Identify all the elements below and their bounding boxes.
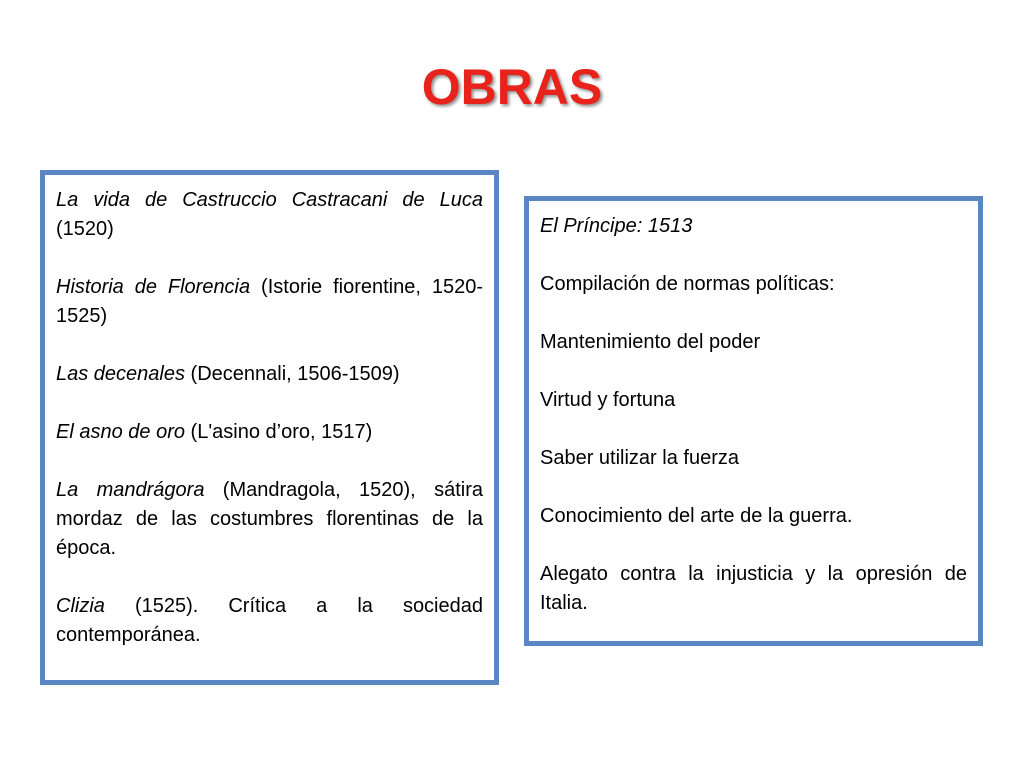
work-details: (1525). Crítica a la sociedad contemporánea. xyxy=(56,595,483,646)
principe-point: Virtud y fortuna xyxy=(540,389,676,411)
el-principe-heading xyxy=(540,212,967,241)
work-details: (Mandragola, 1520), sátira mordaz de las costumbres florentinas de la época. xyxy=(56,479,483,559)
work-item xyxy=(56,186,483,244)
principe-point: Conocimiento del arte de la guerra. xyxy=(540,505,853,527)
work-item xyxy=(56,592,483,650)
work-details: (L'asino d’oro, 1517) xyxy=(184,421,373,443)
work-item xyxy=(56,273,483,331)
work-item xyxy=(56,360,483,389)
slide-title: OBRAS xyxy=(421,59,603,115)
work-title: Historia de Florencia xyxy=(56,276,251,298)
work-details: (Istorie fiorentine, 1520-1525) xyxy=(56,276,483,327)
principe-point: Alegato contra la injusticia y la opresión de Italia. xyxy=(540,563,967,614)
work-title: La vida de Castruccio Castracani de Luca xyxy=(56,189,483,211)
principe-point: Mantenimiento del poder xyxy=(540,331,761,353)
principe-point: Saber utilizar la fuerza xyxy=(540,447,739,469)
work-title: El asno de oro xyxy=(56,421,185,443)
principe-point: Compilación de normas políticas: xyxy=(540,273,835,295)
work-item xyxy=(56,418,483,447)
work-title: Las decenales xyxy=(56,363,185,385)
works-list-box xyxy=(40,170,499,685)
work-details: (Decennali, 1506-1509) xyxy=(184,363,400,385)
el-principe-box xyxy=(524,196,983,646)
work-details: (1520) xyxy=(56,218,114,240)
work-title: La mandrágora xyxy=(56,479,205,501)
work-item xyxy=(56,476,483,563)
work-title: Clizia xyxy=(56,595,105,617)
el-principe-heading-text: El Príncipe: 1513 xyxy=(540,215,693,237)
